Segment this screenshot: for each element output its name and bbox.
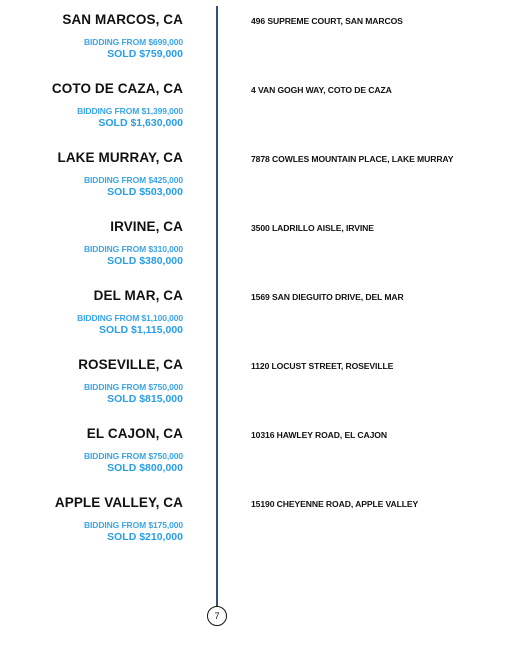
listing-address: 4 VAN GOGH WAY, COTO DE CAZA <box>251 85 392 95</box>
listing-address: 7878 COWLES MOUNTAIN PLACE, LAKE MURRAY <box>251 154 454 164</box>
page-number: 7 <box>207 606 227 626</box>
listing-address: 10316 HAWLEY ROAD, EL CAJON <box>251 430 387 440</box>
listing-sold-price: SOLD $1,115,000 <box>98 324 183 336</box>
listing-bidding-price: BIDDING FROM $1,100,000 <box>77 313 183 323</box>
listing-sold-price: SOLD $800,000 <box>107 462 183 474</box>
listing-sold-price: SOLD $759,000 <box>107 48 183 60</box>
listing-address: 3500 LADRILLO AISLE, IRVINE <box>251 223 374 233</box>
listing-entry <box>0 150 505 210</box>
listing-bidding-price: BIDDING FROM $310,000 <box>84 244 183 254</box>
listing-sold-price: SOLD $1,630,000 <box>98 117 183 129</box>
listing-sold-price: SOLD $210,000 <box>107 531 183 543</box>
listing-bidding-price: BIDDING FROM $1,399,000 <box>77 106 183 116</box>
listing-city: IRVINE, CA <box>110 219 183 234</box>
listing-city: SAN MARCOS, CA <box>62 12 183 27</box>
listing-entry <box>0 81 505 141</box>
listing-sold-price: SOLD $380,000 <box>107 255 183 267</box>
listing-city: APPLE VALLEY, CA <box>54 495 183 510</box>
listing-bidding-price: BIDDING FROM $425,000 <box>84 175 183 185</box>
listing-sold-price: SOLD $503,000 <box>107 186 183 198</box>
listing-sold-price: SOLD $815,000 <box>107 393 183 405</box>
listing-entry <box>0 288 505 348</box>
listing-entry <box>0 219 505 279</box>
listing-bidding-price: BIDDING FROM $175,000 <box>84 520 183 530</box>
listing-city: EL CAJON, CA <box>86 426 183 441</box>
listing-city: COTO DE CAZA, CA <box>51 81 183 96</box>
listing-entry <box>0 357 505 417</box>
listing-bidding-price: BIDDING FROM $699,000 <box>84 37 183 47</box>
listing-entry <box>0 426 505 486</box>
listing-bidding-price: BIDDING FROM $750,000 <box>84 382 183 392</box>
listing-entry <box>0 12 505 72</box>
listing-bidding-price: BIDDING FROM $750,000 <box>84 451 183 461</box>
listing-address: 496 SUPREME COURT, SAN MARCOS <box>251 16 403 26</box>
listing-city: DEL MAR, CA <box>93 288 183 303</box>
listing-city: ROSEVILLE, CA <box>78 357 183 372</box>
listing-address: 1569 SAN DIEGUITO DRIVE, DEL MAR <box>251 292 404 302</box>
listing-city: LAKE MURRAY, CA <box>57 150 183 165</box>
listing-address: 15190 CHEYENNE ROAD, APPLE VALLEY <box>251 499 419 509</box>
listing-address: 1120 LOCUST STREET, ROSEVILLE <box>251 361 394 371</box>
listing-entry <box>0 495 505 555</box>
